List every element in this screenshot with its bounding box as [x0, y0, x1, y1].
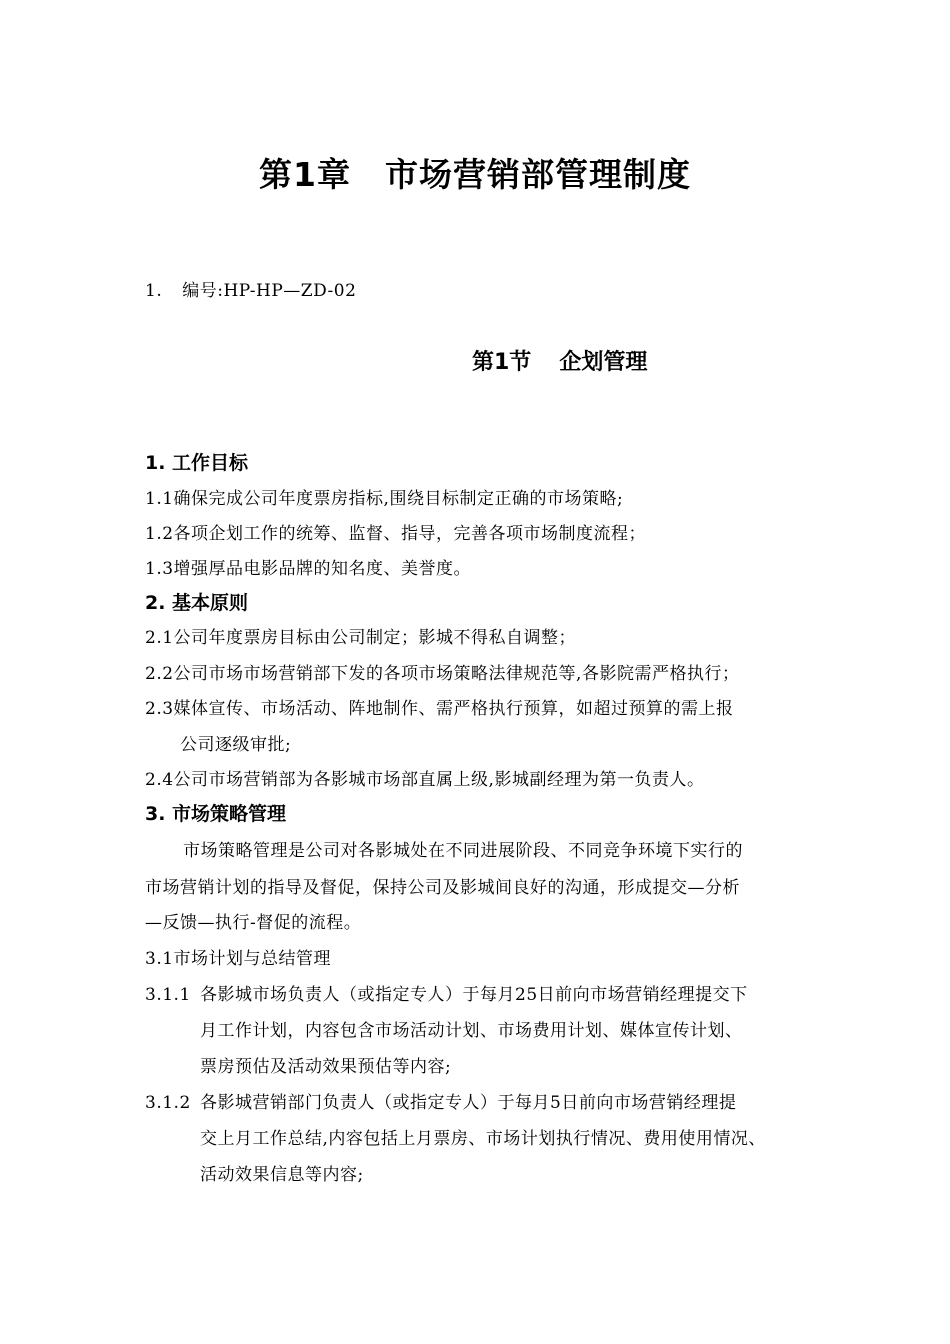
- item-3-1-1-line: 月工作计划，内容包含市场活动计划、市场费用计划、媒体宣传计划、: [200, 1021, 743, 1041]
- goal-line: 1.1确保完成公司年度票房指标,围绕目标制定正确的市场策略;: [145, 489, 624, 509]
- principle-line: 2.3媒体宣传、市场活动、阵地制作、需严格执行预算，如超过预算的需上报: [145, 699, 734, 719]
- chapter-number: 第1章: [259, 155, 351, 194]
- strategy-paragraph-line: 市场策略管理是公司对各影城处在不同进展阶段、不同竞争环境下实行的: [183, 841, 743, 861]
- chapter-title: [0, 155, 950, 194]
- item-3-1-2-line: 各影城营销部门负责人（或指定专人）于每月5日前向市场营销经理提: [200, 1093, 737, 1113]
- item-3-1-1-number: 3.1.1: [145, 985, 191, 1005]
- section-title: [472, 352, 647, 374]
- document-code: [145, 283, 356, 300]
- heading-basic-principles: 2. 基本原则: [145, 592, 249, 614]
- principle-line: 2.4公司市场营销部为各影城市场部直属上级,影城副经理为第一负责人。: [145, 770, 705, 790]
- item-3-1-2-line: 活动效果信息等内容;: [200, 1165, 364, 1185]
- heading-work-goals: 1. 工作目标: [145, 452, 249, 474]
- document-code-number: 1.: [145, 281, 163, 301]
- heading-market-strategy: 3. 市场策略管理: [145, 803, 287, 825]
- principle-line: 2.2公司市场市场营销部下发的各项市场策略法律规范等,各影院需严格执行；: [145, 664, 740, 684]
- goal-line: 1.2各项企划工作的统筹、监督、指导，完善各项市场制度流程；: [145, 524, 647, 544]
- strategy-paragraph-line: —反馈—执行-督促的流程。: [145, 913, 362, 933]
- item-3-1-2-number: 3.1.2: [145, 1093, 191, 1113]
- item-3-1-2-line: 交上月工作总结,内容包括上月票房、市场计划执行情况、费用使用情况、: [200, 1129, 766, 1149]
- strategy-paragraph-line: 市场营销计划的指导及督促，保持公司及影城间良好的沟通，形成提交—分析: [145, 878, 740, 898]
- principle-line-continuation: 公司逐级审批;: [180, 735, 292, 755]
- section-number: 第1节: [472, 350, 532, 375]
- chapter-name: 市场营销部管理制度: [384, 155, 691, 194]
- principle-line: 2.1公司年度票房目标由公司制定；影城不得私自调整；: [145, 628, 577, 648]
- section-name: 企划管理: [559, 350, 648, 375]
- goal-line: 1.3增强厚品电影品牌的知名度、美誉度。: [145, 559, 472, 579]
- document-code-text: 编号:HP-HP—ZD-02: [182, 281, 357, 301]
- item-3-1-1-line: 票房预估及活动效果预估等内容;: [200, 1057, 452, 1077]
- subsection-3-1-heading: 3.1市场计划与总结管理: [145, 949, 332, 969]
- item-3-1-1-line: 各影城市场负责人（或指定专人）于每月25日前向市场营销经理提交下: [200, 985, 748, 1005]
